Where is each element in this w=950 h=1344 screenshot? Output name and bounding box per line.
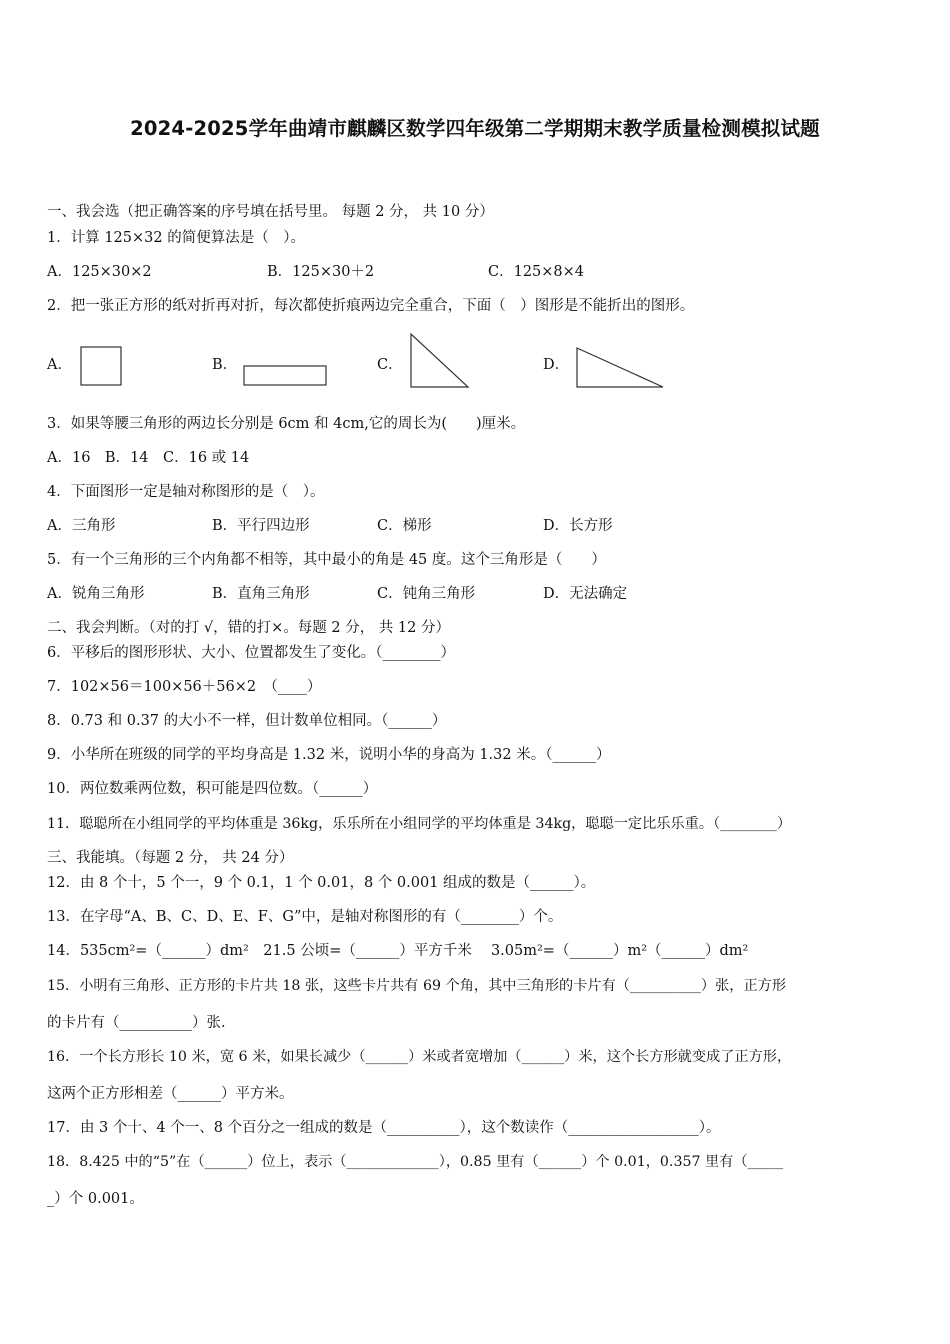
section-heading-3: 三、我能填。（每题 2 分， 共 24 分） — [47, 850, 294, 866]
question-13: 13．在字母“A、B、C、D、E、F、G”中，是轴对称图形的有（________）个。 — [47, 909, 563, 925]
q2-option-a: A． — [47, 357, 72, 373]
q5-option-a: A．锐角三角形 — [47, 586, 145, 602]
question-18-line-1: 18．8.425 中的“5”在（______）位上，表示（_____________），0.85 里有（______）个 0.01，0.357 里有（_____ — [47, 1154, 784, 1170]
question-3: 3．如果等腰三角形的两边长分别是 6cm 和 4cm,它的周长为( )厘米。 — [47, 416, 526, 432]
question-8: 8．0.73 和 0.37 的大小不一样，但计数单位相同。（______） — [47, 713, 447, 729]
section-heading-2: 二、我会判断。（对的打 √，错的打×。每题 2 分， 共 12 分） — [47, 620, 450, 636]
flat-triangle-figure — [574, 346, 666, 390]
question-15-line-2: 的卡片有（__________）张. — [47, 1015, 226, 1031]
page-title: 2024-2025学年曲靖市麒麟区数学四年级第二学期期末教学质量检测模拟试题 — [130, 117, 820, 140]
q4-option-a: A．三角形 — [47, 518, 116, 534]
q2-option-c: C． — [377, 357, 403, 373]
question-2: 2．把一张正方形的纸对折再对折，每次都使折痕两边完全重合，下面（ ）图形是不能折出的图形。 — [47, 298, 695, 314]
question-12: 12．由 8 个十，5 个一，9 个 0.1，1 个 0.01，8 个 0.001 组成的数是（______）。 — [47, 875, 596, 891]
question-15-line-1: 15．小明有三角形、正方形的卡片共 18 张，这些卡片共有 69 个角，其中三角形的卡片有（__________）张，正方形 — [47, 978, 787, 994]
q4-option-c: C．梯形 — [377, 518, 432, 534]
question-14: 14．535cm²=（______）dm² 21.5 公顷=（______）平方千米 3.05m²=（______）m²（______）dm² — [47, 943, 749, 959]
question-16-line-2: 这两个正方形相差（______）平方米。 — [47, 1086, 294, 1102]
rectangle-figure — [243, 365, 329, 387]
question-9: 9．小华所在班级的同学的平均身高是 1.32 米，说明小华的身高为 1.32 米。（______） — [47, 747, 611, 763]
question-7: 7．102×56＝100×56＋56×2 （____） — [47, 679, 322, 695]
q2-option-b: B． — [212, 357, 238, 373]
q2-option-d: D． — [543, 357, 570, 373]
q1-option-a: A．125×30×2 — [47, 264, 152, 280]
q3-options: A．16 B．14 C．16 或 14 — [47, 450, 250, 466]
right-triangle-figure — [408, 331, 472, 389]
question-6: 6．平移后的图形形状、大小、位置都发生了变化。（________） — [47, 645, 455, 661]
q4-option-b: B．平行四边形 — [212, 518, 310, 534]
q5-option-c: C．钝角三角形 — [377, 586, 476, 602]
q5-option-b: B．直角三角形 — [212, 586, 310, 602]
q5-option-d: D．无法确定 — [543, 586, 628, 602]
q1-option-c: C．125×8×4 — [488, 264, 585, 280]
q4-option-d: D．长方形 — [543, 518, 613, 534]
question-10: 10．两位数乘两位数，积可能是四位数。（______） — [47, 781, 378, 797]
question-18-line-2: _）个 0.001。 — [47, 1191, 144, 1207]
section-heading-1: 一、我会选（把正确答案的序号填在括号里。 每题 2 分， 共 10 分） — [47, 204, 494, 220]
question-4: 4．下面图形一定是轴对称图形的是（ ）。 — [47, 484, 325, 500]
question-17: 17．由 3 个十、4 个一、8 个百分之一组成的数是（__________），这个数读作（__________________）。 — [47, 1120, 721, 1136]
question-11: 11．聪聪所在小组同学的平均体重是 36kg，乐乐所在小组同学的平均体重是 34kg，聪聪一定比乐乐重。（________） — [47, 816, 792, 832]
square-figure — [80, 346, 124, 388]
question-5: 5．有一个三角形的三个内角都不相等，其中最小的角是 45 度。这个三角形是（ ） — [47, 552, 606, 568]
question-1: 1．计算 125×32 的简便算法是（ ）。 — [47, 230, 305, 246]
question-16-line-1: 16．一个长方形长 10 米，宽 6 米，如果长减少（______）米或者宽增加（______）米，这个长方形就变成了正方形， — [47, 1049, 792, 1065]
q1-option-b: B．125×30＋2 — [267, 264, 375, 280]
